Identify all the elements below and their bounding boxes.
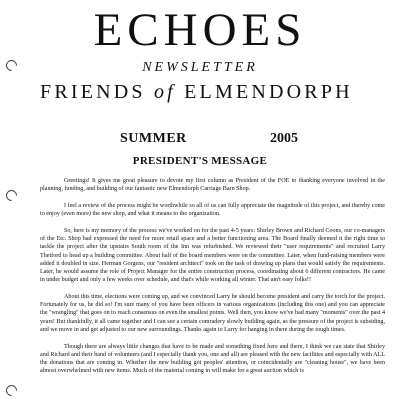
masthead-title: ECHOES xyxy=(93,4,307,56)
org-prefix: FRIENDS xyxy=(40,81,146,103)
masthead-subtitle: NEWSLETTER xyxy=(142,60,258,75)
article-body xyxy=(40,177,385,384)
article-paragraph: Greetings! It gives me great pleasure to devote my first column as President of the FOE to thanking everyone involved in the planning, funding, and building of our fantastic new Elmendorph Carriage Barn Shop. xyxy=(40,178,385,193)
binder-hole-mark xyxy=(4,188,20,204)
article-paragraph: So, here is my memory of the process we've worked on for the past 4-5 years: Shirley Brown and Richard Coons, our co-managers of the Etc. Shop had expressed the need for more retail space and a better functioning area. The Board finally deemed it the right time to tackle the project after the upstairs South room of the Inn was refurbished. We reviewed their "user requirements" and recruited Larry Thetford to head up a building committee. About half of the board members were on the committee. Later, when fund-raising members were added it doubled in size. Herman Gorgens, our "resident architect" took on the task of drawing up plans that would satisfy the requirements. Later, he would assume the role of Project Manager for the entire construction process, coordinating about 6 different contractors. He came in under budget and only a few weeks over schedule, and that's while working all winter. That ain't easy folks!! xyxy=(40,228,385,284)
article-heading: PRESIDENT'S MESSAGE xyxy=(132,155,268,167)
article-paragraph: Though there are always little changes that have to be made and something fixed here and there, I think we can state that Shirley and Richard and their band of volunteers (and I especially thank you, one and all) are pleased with the new facilities and especially with ALL the donations that are coming in. Whether the new building got peoples' attention, or coincidentally are "cleaning house", we have been almost overwhelmed with new items. Much of the material coming in will make for a great auction which is xyxy=(40,343,385,375)
issue-season: SUMMER xyxy=(120,131,187,146)
issue-year: 2005 xyxy=(270,131,298,146)
org-of: of xyxy=(153,81,176,103)
binder-hole-mark xyxy=(4,383,20,399)
article-paragraph: I feel a review of the process might be worthwhile so all of us can fully appreciate the magnitude of this project, and thereby come to enjoy (even more) the new shop, and what it means to the organization. xyxy=(40,203,385,218)
organization-name xyxy=(40,81,395,104)
org-suffix: ELMENDORPH xyxy=(184,81,353,103)
article-paragraph: About this time, elections were coming up, and we convinced Larry he should become president and carry the torch for the project. Fortunately for us, he did so! I'm sure many of you have been officers in various organizations (including this one) and you can appreciate the "wrangling" that goes on to reach consensus on even the smallest points. Well then, you know we've had many "moments" over the past 4 years! But thankfully, it all came together and I can see a certain comradery slowly building again, as the pressure of the project is subsiding, and we move in and get adjusted to our new surroundings. Thanks again to Larry for hanging in there during the tough times. xyxy=(40,294,385,333)
